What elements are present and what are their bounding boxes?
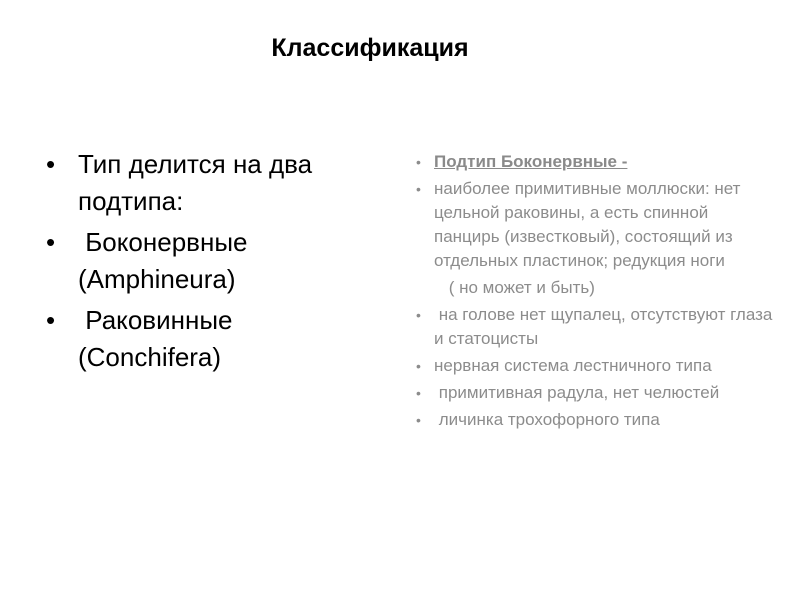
list-item-text: Боконервные (Amphineura) — [78, 227, 255, 294]
list-item — [46, 146, 376, 220]
list-item-text: на голове нет щупалец, отсутствуют глаза и статоцисты — [434, 305, 778, 348]
left-bullet-list — [46, 146, 376, 380]
bullet-icon: • — [416, 385, 421, 401]
list-item — [416, 381, 776, 405]
bullet-icon: • — [46, 227, 56, 257]
list-item — [416, 408, 776, 432]
list-item-text: нервная система лестничного типа — [434, 356, 712, 375]
list-item-text: Раковинные (Conchifera) — [78, 305, 240, 372]
list-item-text: наиболее примитивные моллюски: нет цельной раковины, а есть спинной панцирь (известковый), состоящий из отдельных пластинок; редукция ноги — [434, 179, 741, 270]
list-item-text: личинка трохофорного типа — [434, 410, 660, 429]
bullet-icon: • — [46, 149, 56, 179]
list-item — [416, 150, 776, 174]
list-item — [416, 354, 776, 378]
list-item-text: ( но может и быть) — [444, 278, 595, 297]
list-item-text: примитивная радула, нет челюстей — [434, 383, 720, 402]
bullet-icon: • — [46, 305, 56, 335]
slide-title: Классификация — [271, 34, 469, 62]
bullet-icon: • — [416, 181, 421, 197]
list-item — [416, 177, 776, 273]
list-item — [46, 302, 376, 376]
list-item — [46, 224, 376, 298]
subtype-heading: Подтип Боконервные - — [434, 152, 628, 171]
right-bullet-list — [416, 150, 776, 435]
bullet-icon: • — [416, 307, 421, 323]
list-item — [416, 276, 776, 300]
list-item-text: Тип делится на два подтипа: — [78, 149, 313, 216]
bullet-icon: • — [416, 358, 421, 374]
bullet-icon: • — [416, 412, 421, 428]
list-item — [416, 303, 776, 351]
bullet-icon: • — [416, 154, 421, 170]
